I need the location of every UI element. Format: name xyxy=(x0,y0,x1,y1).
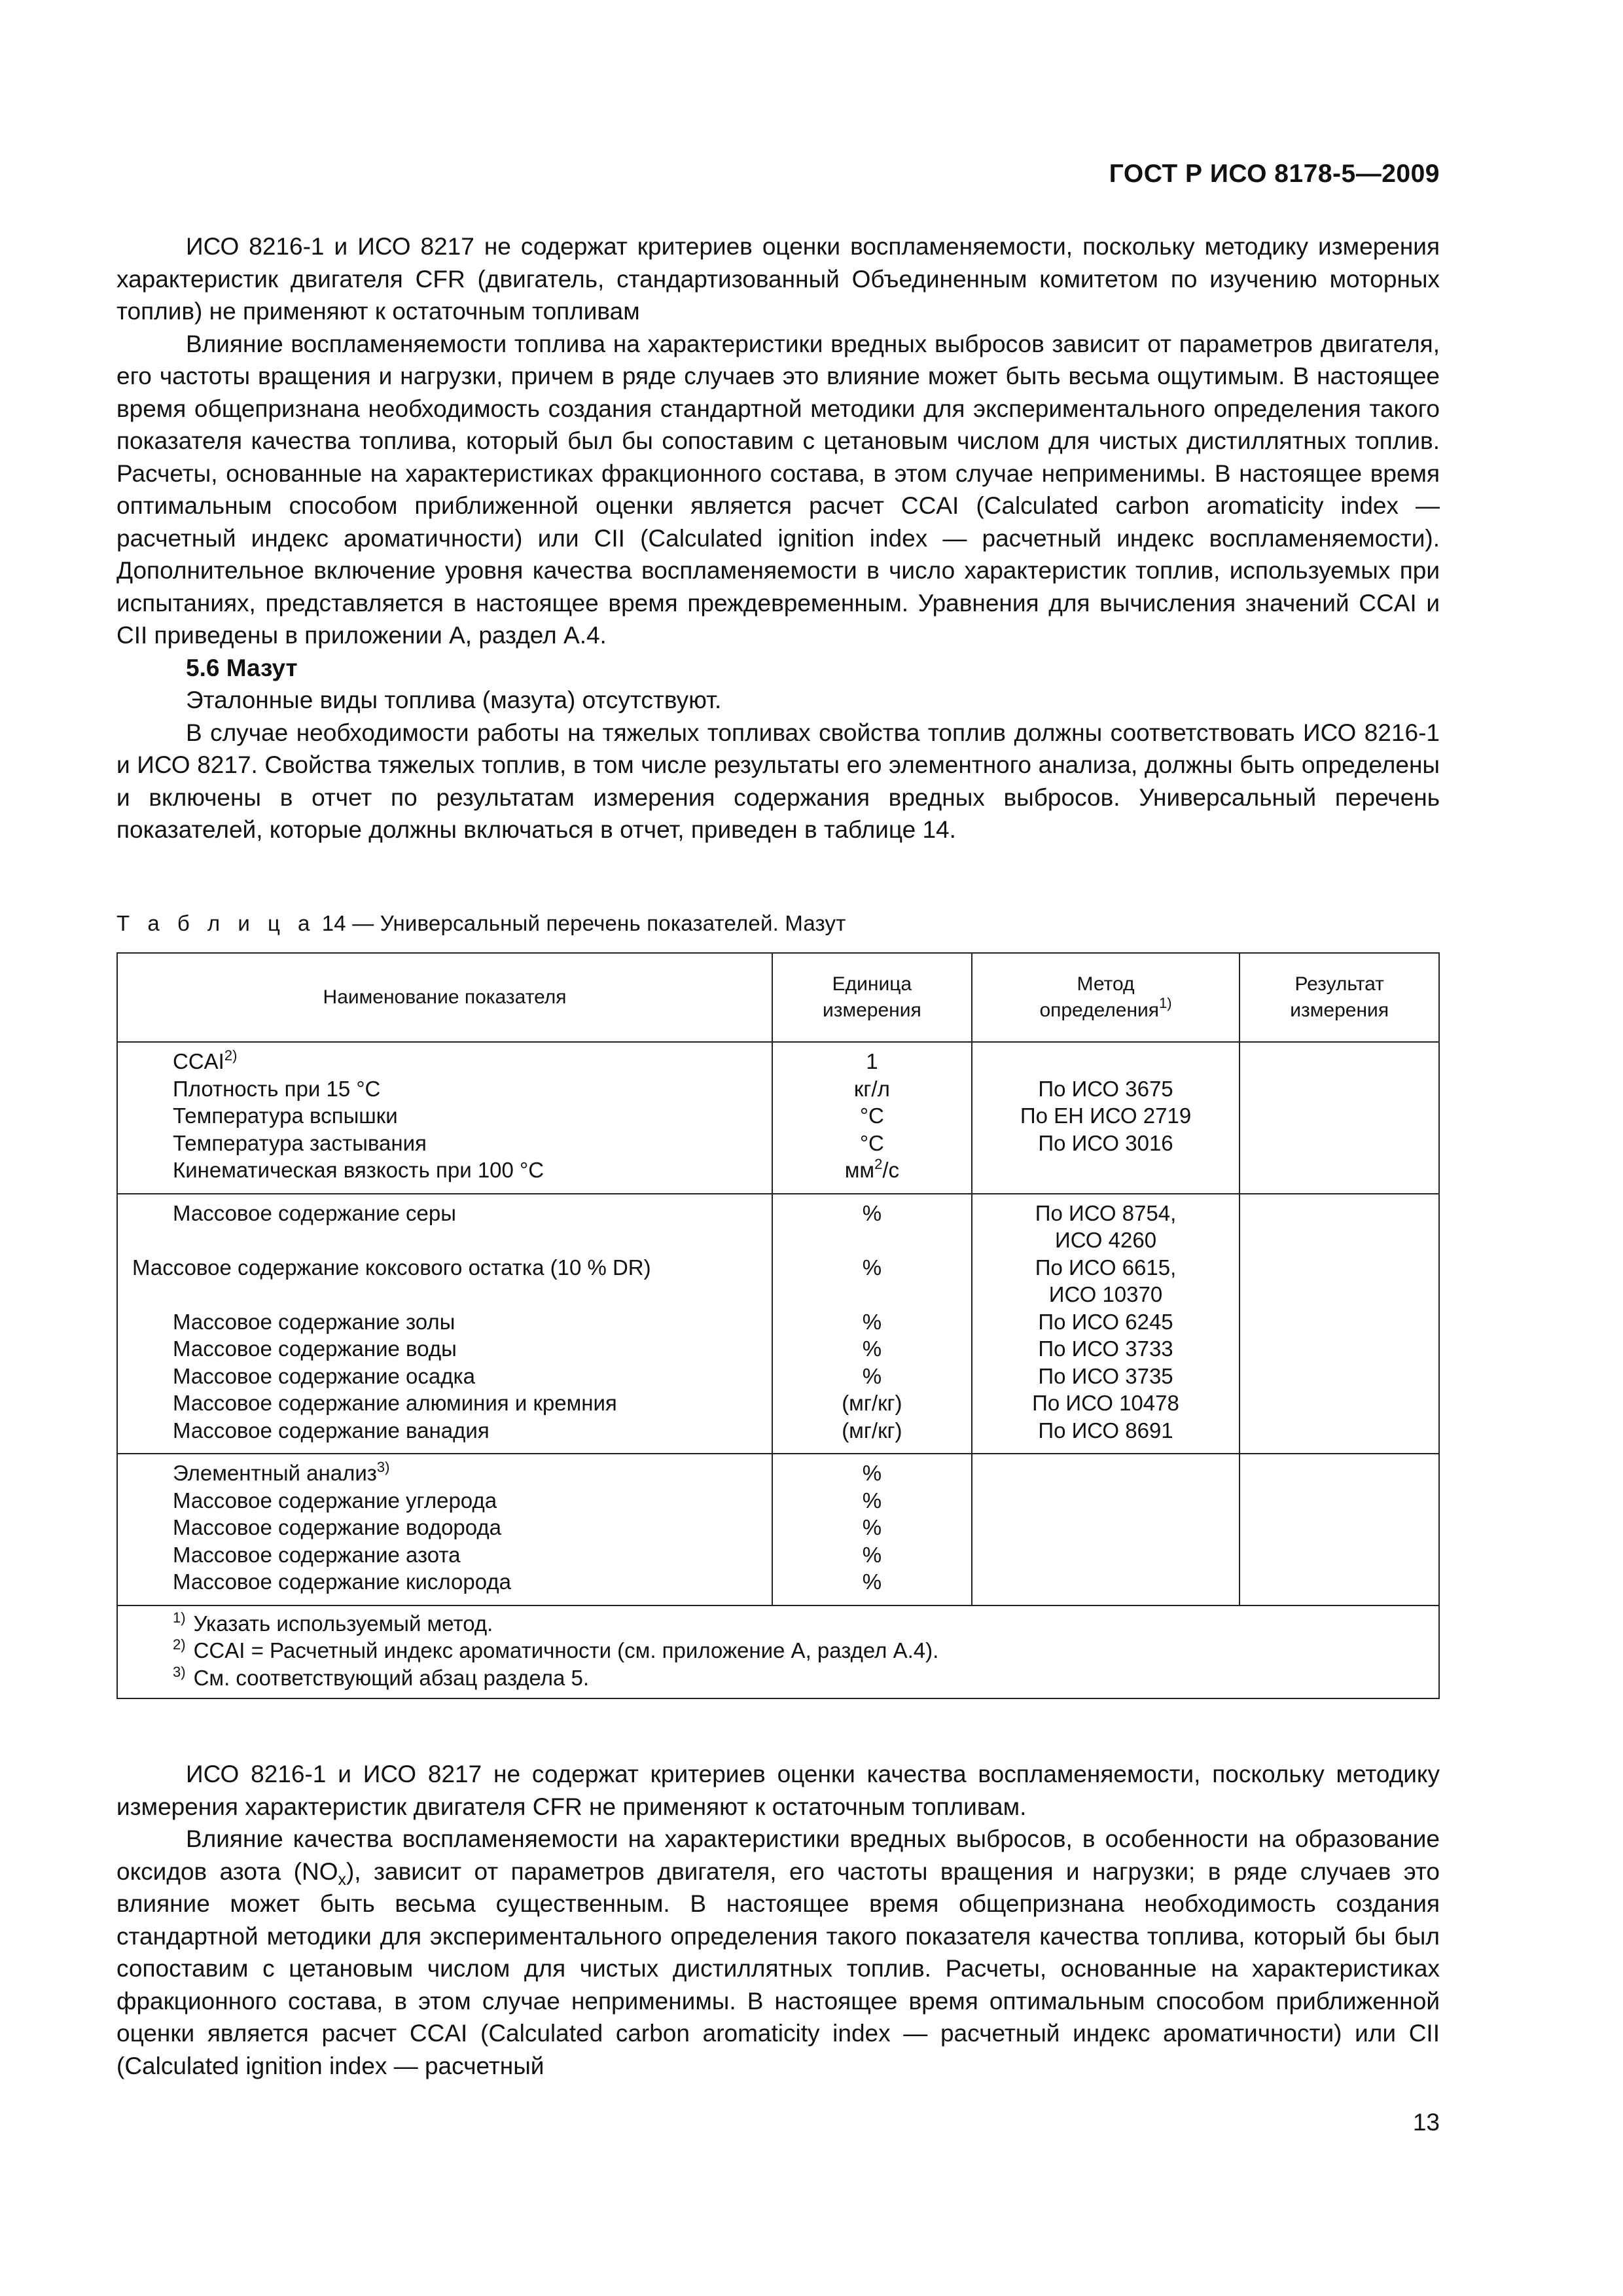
block2-names xyxy=(117,1194,772,1454)
block3-units: % % % % % xyxy=(772,1454,972,1605)
block1-names xyxy=(117,1042,772,1194)
header-name: Наименование показателя xyxy=(117,953,772,1042)
table-block-content-properties xyxy=(117,1194,1439,1454)
block1-units: 1 кг/л °C °C $мм^2/с$ xyxy=(772,1042,972,1194)
block2-results xyxy=(1240,1194,1439,1454)
intro-paragraph-1: ИСО 8216-1 и ИСО 8217 не содержат критериев оценки воспламеняемости, поскольку методику измерения характеристик двигателя CFR (двигатель, стандартизованный Объединенным комитетом по изучению моторных топлив) не применяют к остаточным топливам xyxy=(116,233,1440,325)
table-row-name: Элементный анализ$^{3)}$ xyxy=(173,1459,390,1485)
document-code-header: ГОСТ Р ИСО 8178-5—2009 xyxy=(1109,160,1440,188)
table-row-name: Массовое содержание ванадия xyxy=(173,1418,490,1443)
intro-paragraph-2: Влияние воспламеняемости топлива на характеристики вредных выбросов зависит от параметров двигателя, его частоты вращения и нагрузки, причем в ряде случаев это влияние может быть весьма ощутимым. В настоящее время общепризнана необходимость создания стандартной методики для экспериментального определения такого показателя качества топлива, который был бы сопоставим с цетановым числом для чистых дистиллятных топлив. Расчеты, основанные на характеристиках фракционного состава, в этом случае неприменимы. В настоящее время оптимальным способом приближенной оценки является расчет CCAI (Calculated carbon aromaticity index — расчетный индекс ароматичности) или CII (Calculated ignition index — расчетный индекс воспламеняемости). Дополнительное включение уровня качества воспламеняемости в число характеристик топлив, используемых при испытаниях, представляется в настоящее время преждевременным. Уравнения для вычисления значений CCAI и CII приведены в приложении А, раздел А.4. xyxy=(116,330,1440,649)
table-block-elemental-analysis xyxy=(117,1454,1439,1605)
fuel-properties-table xyxy=(116,952,1440,1699)
intro-section xyxy=(116,230,1440,846)
table-row-name: Массовое содержание коксового остатка (10 % DR) xyxy=(132,1255,651,1280)
table-row-name: Массовое содержание водорода xyxy=(173,1515,502,1539)
table-row-name: Массовое содержание золы xyxy=(173,1309,455,1334)
table-note: $^{1)}$ Указать используемый метод. xyxy=(173,1609,493,1636)
table-caption xyxy=(116,911,846,936)
table-row-name: Плотность при 15 °C xyxy=(173,1076,381,1101)
table-row-name: Массовое содержание кислорода xyxy=(173,1570,511,1594)
table-note: $^{3)}$ См. соответствующий абзац раздела 5. xyxy=(173,1663,590,1690)
table-row-name: Массовое содержание серы xyxy=(173,1200,456,1225)
table-row-name: Температура застывания xyxy=(173,1130,427,1155)
header-method-footnote-ref: 1) xyxy=(1159,995,1172,1011)
table-caption-label: Т а б л и ц а xyxy=(116,911,316,935)
document-page xyxy=(116,0,1440,2296)
block3-names xyxy=(117,1454,772,1605)
table-row-name: Массовое содержание углерода xyxy=(173,1488,497,1513)
table-notes xyxy=(117,1605,1439,1699)
after-paragraph-1: ИСО 8216-1 и ИСО 8217 не содержат критериев оценки качества воспламеняемости, поскольку методику измерения характеристик двигателя CFR не применяют к остаточным топливам. xyxy=(116,1761,1440,1820)
after-paragraph-2: Влияние качества воспламеняемости на характеристики вредных выбросов, в особенности на образование оксидов азота $(NO_x)$, зависит от параметров двигателя, его частоты вращения и нагрузки; в ряде случаев это влияние может быть весьма существенным. В настоящее время общепризнана необходимость создания стандартной методики для экспериментального определения такого показателя качества топлива, который бы был сопоставим с цетановым числом для чистых дистиллятных топлив. Расчеты, основанные на характеристиках фракционного состава, в этом случае неприменимы. В настоящее время оптимальным способом приближенной оценки является расчет CCAI (Calculated carbon aromaticity index — расчетный индекс ароматичности) или CII (Calculated ignition index — расчетный xyxy=(116,1825,1440,2079)
header-unit: Единица измерения xyxy=(772,953,972,1042)
table-block-basic-properties xyxy=(117,1042,1439,1194)
table-notes-row xyxy=(117,1605,1439,1699)
block2-units: % % % % % (мг/кг) (мг/кг) xyxy=(772,1194,972,1454)
section-paragraph-2: В случае необходимости работы на тяжелых топливах свойства топлив должны соответствовать ИСО 8216-1 и ИСО 8217. Свойства тяжелых топлив, в том числе результаты его элементного анализа, должны быть определены и включены в отчет по результатам измерения содержания вредных выбросов. Универсальный перечень показателей, которые должны включаться в отчет, приведен в таблице 14. xyxy=(116,719,1440,843)
section-heading: 5.6 Мазут xyxy=(186,654,298,681)
page-number: 13 xyxy=(1412,2109,1440,2136)
header-result: Результат измерения xyxy=(1240,953,1439,1042)
after-table-section xyxy=(116,1758,1440,2082)
block3-methods xyxy=(972,1454,1240,1605)
section-paragraph-1: Эталонные виды топлива (мазута) отсутствуют. xyxy=(186,687,722,713)
table-caption-title: 14 — Универсальный перечень показателей. Мазут xyxy=(321,911,846,935)
block1-results xyxy=(1240,1042,1439,1194)
table-row-name: Кинематическая вязкость при 100 °C xyxy=(173,1158,544,1182)
table-row-name: CCAI$^{2)}$ xyxy=(173,1047,238,1073)
table-row-name: Массовое содержание алюминия и кремния xyxy=(173,1391,617,1415)
table-row-name: Массовое содержание осадка xyxy=(173,1363,476,1388)
table-header-row xyxy=(117,953,1439,1042)
table-row-name: Температура вспышки xyxy=(173,1103,398,1128)
block2-methods: По ИСО 8754, ИСО 4260 По ИСО 6615, ИСО 10370 По ИСО 6245 По ИСО 3733 По ИСО 3735 По ИСО 10478 По ИСО 8691 xyxy=(972,1194,1240,1454)
block3-results xyxy=(1240,1454,1439,1605)
table-row-name: Массовое содержание воды xyxy=(173,1336,457,1361)
table-row-name: Массовое содержание азота xyxy=(173,1542,461,1567)
header-method: Метод определения$^{1)}$ xyxy=(972,953,1240,1042)
table-note: $^{2)}$ CCAI = Расчетный индекс ароматичности (см. приложение А, раздел А.4). xyxy=(173,1636,939,1662)
block1-methods: По ИСО 3675 По ЕН ИСО 2719 По ИСО 3016 xyxy=(972,1042,1240,1194)
